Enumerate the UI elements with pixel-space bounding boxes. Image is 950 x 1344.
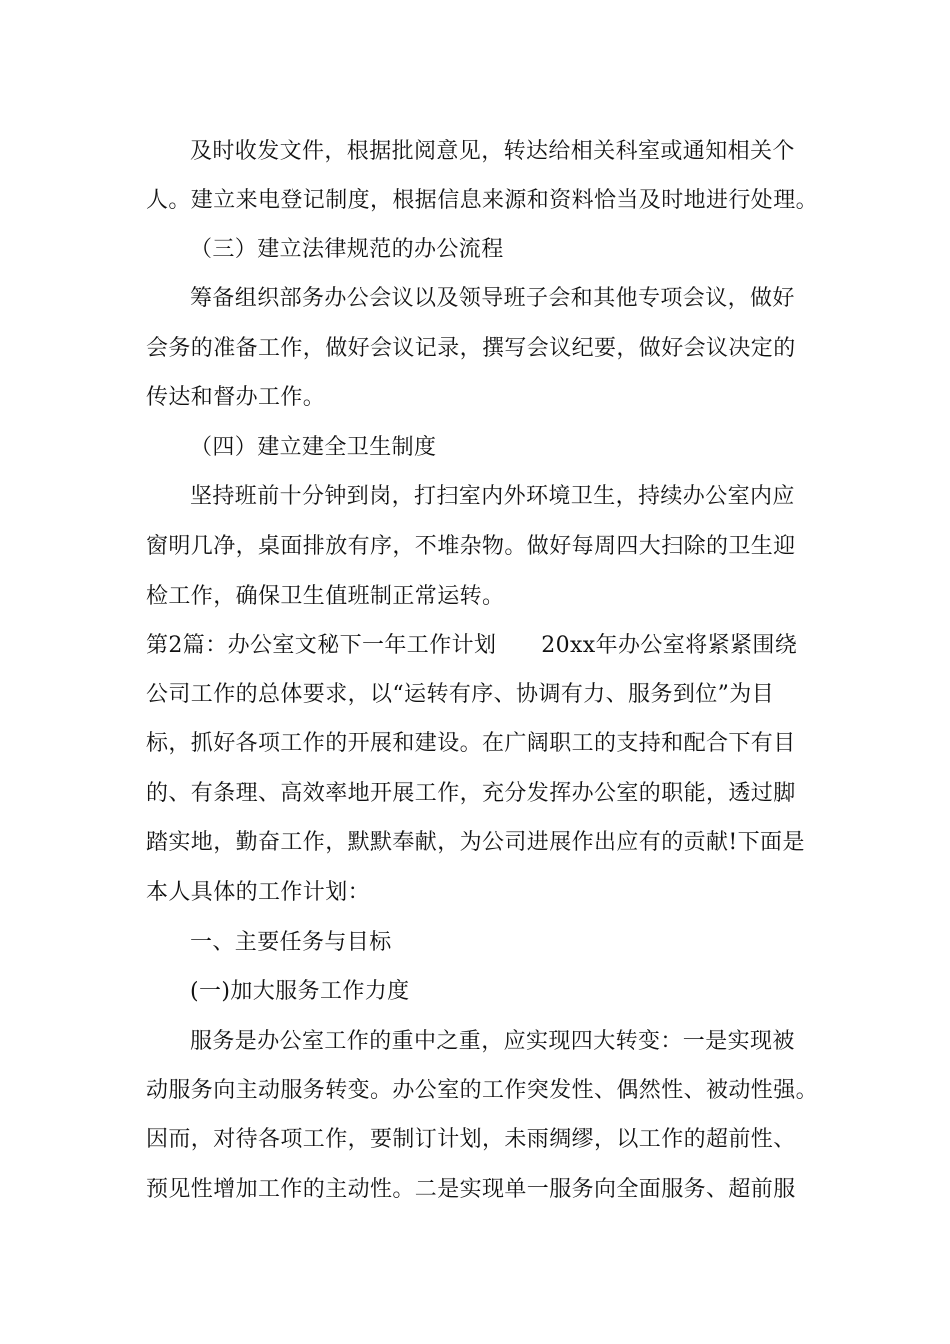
text-line: 踏实地，勤奋工作，默默奉献，为公司进展作出应有的贡献!下面是 — [146, 830, 805, 855]
text-line: 预见性增加工作的主动性。二是实现单一服务向全面服务、超前服 — [146, 1177, 796, 1202]
text-line: 坚持班前十分钟到岗，打扫室内外环境卫生，持续办公室内应 — [190, 484, 795, 509]
text-line: 检工作，确保卫生值班制正常运转。 — [146, 584, 505, 609]
article-title-line: 第2篇：办公室文秘下一年工作计划 20xx年办公室将紧紧围绕 — [146, 633, 798, 658]
text-line: 窗明几净，桌面排放有序，不堆杂物。做好每周四大扫除的卫生迎 — [146, 534, 796, 559]
text-line: 传达和督办工作。 — [146, 385, 326, 410]
text-line: 因而，对待各项工作，要制订计划，未雨绸缪，以工作的超前性、 — [146, 1127, 796, 1152]
text-line: 会务的准备工作，做好会议记录，撰写会议纪要，做好会议决定的 — [146, 336, 796, 361]
section-heading: (一)加大服务工作力度 — [190, 979, 410, 1004]
text-line: 服务是办公室工作的重中之重，应实现四大转变：一是实现被 — [190, 1029, 795, 1054]
text-line: 公司工作的总体要求，以“运转有序、协调有力、服务到位”为目 — [146, 682, 775, 707]
text-line: 动服务向主动服务转变。办公室的工作突发性、偶然性、被动性强。 — [146, 1078, 819, 1103]
text-line: 的、有条理、高效率地开展工作，充分发挥办公室的职能，透过脚 — [146, 781, 796, 806]
section-heading: 一、主要任务与目标 — [190, 930, 392, 955]
text-line: 人。建立来电登记制度，根据信息来源和资料恰当及时地进行处理。 — [146, 188, 819, 213]
text-line: 及时收发文件，根据批阅意见，转达给相关科室或通知相关个 — [190, 139, 795, 164]
section-heading: （四）建立建全卫生制度 — [190, 435, 437, 460]
text-line: 本人具体的工作计划： — [146, 880, 371, 905]
text-line: 筹备组织部务办公会议以及领导班子会和其他专项会议，做好 — [190, 286, 795, 311]
text-line: 标，抓好各项工作的开展和建设。在广阔职工的支持和配合下有目 — [146, 731, 796, 756]
section-heading: （三）建立法律规范的办公流程 — [190, 237, 504, 262]
